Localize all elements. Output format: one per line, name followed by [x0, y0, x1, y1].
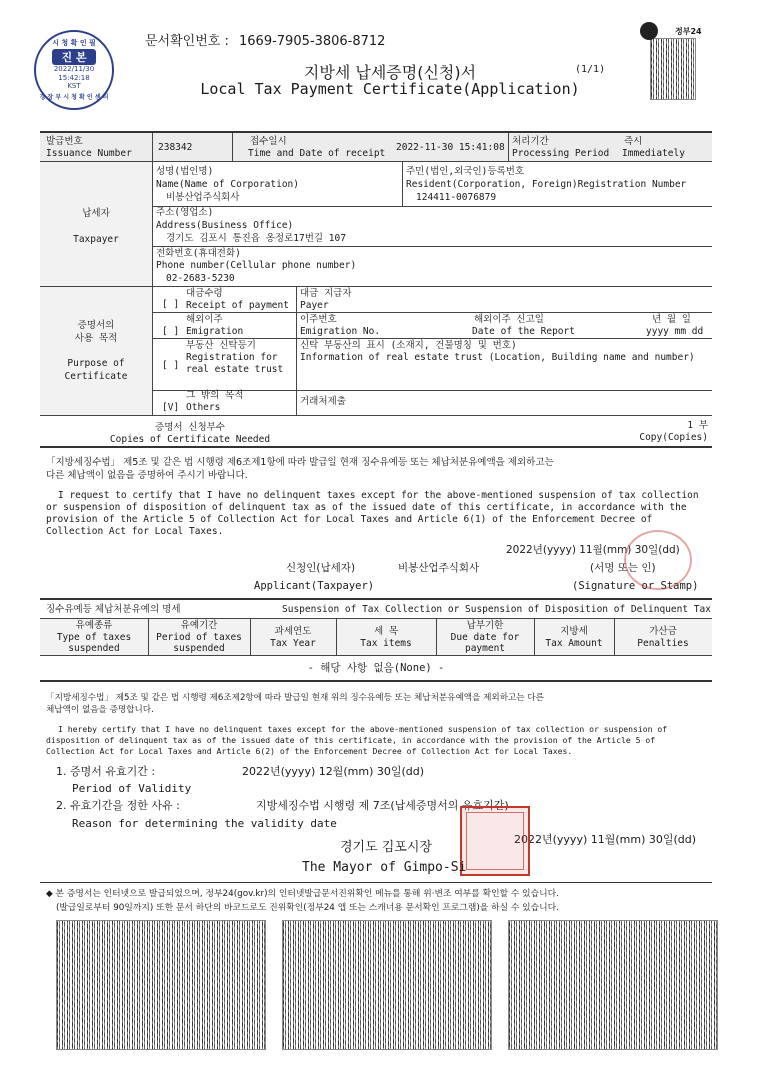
- seal-tz: KST: [67, 82, 81, 90]
- issuance-number-value: 238342: [158, 142, 193, 153]
- purpose-label-en-2: Certificate: [64, 371, 128, 382]
- issue-date: 2022년(yyyy) 11월(mm) 30일(dd): [514, 833, 697, 846]
- barcode-middle-icon[interactable]: [282, 920, 492, 1050]
- gov24-logo-icon: [640, 22, 658, 40]
- col-due-en-1: Due date for: [450, 632, 520, 643]
- checkbox-receipt[interactable]: [ ]: [162, 299, 180, 310]
- emigration-ko: 해외이주: [186, 314, 223, 325]
- reason-label-en: Reason for determining the validity date: [72, 817, 337, 830]
- mayor-name-ko: 경기도 김포시장: [340, 840, 433, 855]
- name-value: 비봉산업주식회사: [166, 192, 240, 203]
- col-items-ko: 세 목: [373, 626, 399, 637]
- copies-value-en: Copy(Copies): [639, 432, 708, 443]
- phone-value: 02-2683-5230: [166, 273, 235, 284]
- checkbox-trust[interactable]: [ ]: [162, 360, 180, 371]
- receipt-payment-en: Receipt of payment: [186, 300, 289, 311]
- emigration-no-ko: 이주번호: [300, 314, 337, 325]
- payer-label-ko: 대금 지급자: [300, 288, 352, 299]
- col-penalties-ko: 가산금: [649, 626, 677, 637]
- receipt-label-ko: 접수일시: [250, 136, 287, 147]
- name-label-ko: 성명(법인명): [156, 166, 214, 177]
- registration-value: 124411-0076879: [416, 192, 497, 203]
- col-penalties-en: Penalties: [637, 638, 689, 649]
- report-date-en: Date of the Report: [472, 326, 575, 337]
- suspension-title-ko: 징수유예등 체납처분유예의 명세: [46, 604, 181, 615]
- applicant-name: 비봉산업주식회사: [398, 562, 480, 574]
- purpose-label-ko-1: 증명서의: [77, 320, 115, 331]
- validity-value: 2022년(yyyy) 12월(mm) 30일(dd): [242, 765, 425, 778]
- seal-date: 2022/11/30: [53, 65, 95, 73]
- address-label-en: Address(Business Office): [156, 220, 294, 231]
- others-en: Others: [186, 402, 221, 413]
- purpose-label-en-1: Purpose of: [67, 358, 125, 369]
- col-amount-ko: 지방세: [560, 626, 588, 637]
- payer-label-en: Payer: [300, 300, 329, 311]
- document-id-label: 문서확인번호 :: [145, 34, 229, 49]
- phone-label-ko: 전화번호(휴대전화): [156, 248, 241, 259]
- seal-bottom-text: 경 장 부 시 청 확 인 센 터: [39, 94, 109, 101]
- ymd-en: yyyy mm dd: [646, 326, 704, 337]
- copies-label-en: Copies of Certificate Needed: [109, 434, 271, 445]
- others-detail: 거래처제출: [300, 396, 346, 407]
- suspension-title-en: Suspension of Tax Collection or Suspension of Disposition of Delinquent Tax: [282, 604, 711, 615]
- taxpayer-label-ko: 납세자: [82, 208, 110, 219]
- request-en-line-1: I request to certify that I have no delinquent taxes except for the above-mentioned suspension of tax collection: [58, 490, 699, 501]
- taxpayer-label-en: Taxpayer: [73, 234, 119, 245]
- request-date: 2022년(yyyy) 11월(mm) 30일(dd): [506, 544, 680, 556]
- receipt-label-en: Time and Date of receipt: [248, 148, 386, 159]
- col-period-en-1: Period of taxes: [156, 632, 242, 643]
- applicant-label-ko: 신청인(납세자): [286, 562, 356, 574]
- title-korean: 지방세 납세증명(신청)서: [303, 63, 477, 82]
- checkbox-emigration[interactable]: [ ]: [162, 326, 180, 337]
- applicant-label-en: Applicant(Taxpayer): [254, 580, 375, 592]
- trust-en-2: real estate trust: [186, 364, 284, 375]
- receipt-payment-ko: 대금수령: [186, 288, 223, 299]
- ymd-ko: 년 월 일: [652, 314, 691, 325]
- request-en-line-3: provision of the Article 5 of Collection Act for Local Taxes and Article 6(1) of the Enforcement Decree of: [46, 514, 653, 525]
- seal-main-text: 진 본: [52, 49, 96, 65]
- signature-label-ko: (서명 또는 인): [590, 562, 656, 574]
- col-items-en: Tax items: [360, 638, 412, 649]
- trust-info-en: Information of real estate trust (Location, Building name and number): [300, 352, 695, 363]
- phone-label-en: Phone number(Cellular phone number): [156, 260, 357, 271]
- address-value: 경기도 김포시 통진읍 옹정로17번길 107: [166, 233, 346, 244]
- document-id: [145, 30, 385, 49]
- copies-label-ko: 증명서 신청부수: [155, 422, 225, 433]
- page-indicator: (1/1): [575, 64, 606, 75]
- suspension-none: - 해당 사항 없음(None) -: [307, 662, 445, 674]
- checkbox-others[interactable]: [V]: [162, 402, 180, 413]
- col-period-ko: 유예기간: [180, 620, 218, 631]
- gov24-label: 정부24: [675, 27, 702, 36]
- document-id-value: 1669-7905-3806-8712: [239, 34, 386, 49]
- trust-info-ko: 신탁 부동산의 표시 (소재지, 건물명칭 및 번호): [300, 340, 517, 351]
- processing-value-ko: 즉시: [624, 136, 643, 147]
- certify-en-line-3: Collection Act for Local Taxes and Article 6(2) of the Enforcement Decree of Collection Act for Local Taxes.: [46, 746, 573, 756]
- others-ko: 그 밖의 목적: [186, 390, 244, 401]
- certify-ko-line-2: 체납액이 없음을 증명합니다.: [46, 705, 154, 715]
- emigration-en: Emigration: [186, 326, 244, 337]
- footer-note-line-2: (발급일로부터 90일까지) 또한 문서 하단의 바코드로도 진위확인(정부24 앱 또는 스캐너용 문서확인 프로그램)을 하실 수 있습니다.: [56, 903, 559, 913]
- registration-label-ko: 주민(법인,외국인)등록번호: [406, 166, 525, 177]
- request-en-line-2: or suspension of disposition of delinquent tax as of the issued date of this certificate, in accordance with the: [46, 502, 687, 513]
- receipt-value: 2022-11-30 15:41:08: [396, 142, 505, 153]
- certify-en-line-1: I hereby certify that I have no delinquent taxes except for the above-mentioned suspension of tax collection or suspension of: [58, 724, 668, 734]
- seal-top-text: 시 청 확 인 필: [52, 39, 96, 47]
- certify-ko-line-1: 「지방세징수법」 제5조 및 같은 법 시행령 제6조제2항에 따라 발급일 현재 위의 징수유예등 또는 체납처분유예액을 제외하고는 다른: [46, 693, 544, 703]
- certify-en-line-2: disposition of delinquent tax as of the issued date of this certificate, in accordance with the provision of the Article 5 of: [46, 735, 656, 745]
- footer-note-line-1: ◆ 본 증명서는 인터넷으로 발급되었으며, 정부24(gov.kr)의 인터넷발급문서진위확인 메뉴를 통해 위·변조 여부를 확인할 수 있습니다.: [46, 889, 559, 899]
- validity-label-ko: 1. 증명서 유효기간 :: [56, 765, 156, 778]
- copies-value-ko: 1 부: [687, 420, 708, 431]
- trust-en-1: Registration for: [186, 352, 278, 363]
- validity-label-en: Period of Validity: [72, 782, 192, 795]
- col-year-ko: 과세연도: [274, 626, 312, 637]
- title-english: Local Tax Payment Certificate(Application): [200, 80, 580, 98]
- address-label-ko: 주소(영업소): [156, 207, 214, 218]
- issuance-number-label-ko: 발급번호: [46, 136, 83, 147]
- mayor-official-seal: [460, 806, 530, 876]
- reason-label-ko: 2. 유효기간을 정한 사유 :: [56, 799, 180, 812]
- col-year-en: Tax Year: [270, 638, 316, 649]
- reason-value: 지방세징수법 시행령 제 7조(납세증명서의 유효기간): [256, 799, 509, 812]
- request-ko-line-2: 다른 체납액이 없음을 증명하여 주시기 바랍니다.: [46, 470, 248, 481]
- applicant-stamp: [624, 530, 692, 590]
- col-due-ko: 납부기한: [466, 620, 504, 631]
- mayor-name-en: The Mayor of Gimpo-Si: [302, 860, 467, 875]
- purpose-label-ko-2: 사용 목적: [74, 333, 118, 344]
- col-type-ko: 유예종류: [75, 620, 113, 631]
- col-type-en-1: Type of taxes: [56, 632, 132, 643]
- col-period-en-2: suspended: [173, 643, 225, 654]
- processing-label-ko: 처리기간: [512, 136, 549, 147]
- barcode-right-icon[interactable]: [508, 920, 718, 1050]
- name-label-en: Name(Name of Corporation): [156, 179, 299, 190]
- col-type-en-2: suspended: [68, 643, 120, 654]
- request-en-line-4: Collection Act for Local Taxes.: [46, 526, 224, 537]
- trust-ko: 부동산 신탁등기: [186, 340, 256, 351]
- processing-label-en: Processing Period: [512, 148, 610, 159]
- request-ko-line-1: 「지방세징수법」 제5조 및 같은 법 시행령 제6조제1항에 따라 발급일 현재 징수유예등 또는 체납처분유예액을 제외하고는: [46, 457, 554, 468]
- seal-time: 15:42:18: [58, 74, 90, 82]
- registration-label-en: Resident(Corporation, Foreign)Registration Number: [406, 179, 687, 190]
- barcode-left-icon[interactable]: [56, 920, 266, 1050]
- col-amount-en: Tax Amount: [545, 638, 603, 649]
- report-date-ko: 해외이주 신고일: [474, 314, 544, 325]
- issuance-number-label-en: Issuance Number: [46, 148, 132, 159]
- emigration-no-en: Emigration No.: [300, 326, 381, 337]
- certification-seal: [34, 30, 114, 110]
- col-due-en-2: payment: [464, 643, 506, 654]
- processing-value-en: Immediately: [622, 148, 685, 159]
- signature-label-en: (Signature or Stamp): [572, 580, 699, 592]
- qr-code-icon: [650, 38, 696, 100]
